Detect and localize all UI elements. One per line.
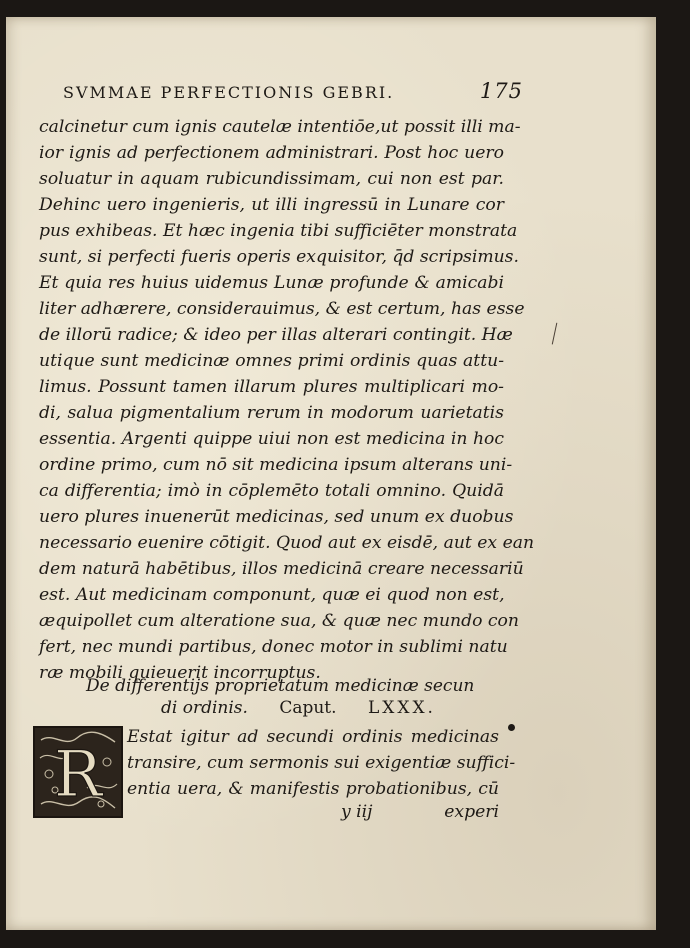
initial-letter: R: [53, 738, 103, 812]
body-line: ordine primo, cum nō sit medicina ipsum alterans uni-: [39, 455, 513, 475]
body-line: limus. Possunt tamen illarum plures multiplicari mo-: [39, 377, 504, 397]
body-line: Et quia res huius uidemus Lunæ profunde & amicabi: [39, 273, 504, 293]
body-line: fert, nec mundi partibus, donec motor in sublimi natu: [39, 637, 508, 657]
body-line: est. Aut medicinam componunt, quæ ei quod non est,: [39, 585, 505, 605]
body-line: ior ignis ad perfectionem administrari. Post hoc uero: [39, 143, 504, 163]
chapter-opening-text: [127, 724, 516, 802]
running-title: SVMMAE PERFECTIONIS GEBRI.: [63, 83, 395, 102]
body-line: utique sunt medicinæ omnes primi ordinis quas attu-: [39, 351, 504, 371]
body-line: essentia. Argenti quippe uiui non est medicina in hoc: [39, 429, 504, 449]
running-head: [63, 79, 523, 109]
page-number: 175: [479, 79, 523, 103]
body-line: liter adhærere, considerauimus, & est certum, has esse: [39, 299, 525, 319]
body-line: de illorū radice; & ideo per illas alterari contingit. Hæ: [39, 325, 513, 345]
body-text: [39, 114, 535, 686]
margin-pen-mark: [552, 323, 561, 346]
body-line: di, salua pigmentalium rerum in modorum uarietatis: [39, 403, 504, 423]
body-line: entia uera, & manifestis probationibus, cū: [127, 779, 499, 799]
body-line: necessario euenire cōtigit. Quod aut ex eisdē, aut ex ean: [39, 533, 535, 553]
book-page: [6, 17, 656, 930]
decorated-initial-letter: [33, 726, 123, 818]
body-line: Estat igitur ad secundi ordinis medicinas: [127, 727, 499, 747]
page-footer: [127, 802, 499, 828]
body-line: ræ mobili quieuerit incorruptus.: [39, 663, 321, 683]
chapter-heading: [86, 675, 475, 719]
body-line: pus exhibeas. Et hæc ingenia tibi sufficiēter monstrata: [39, 221, 518, 241]
body-line: uero plures inuenerūt medicinas, sed unum ex duobus: [39, 507, 514, 527]
body-line: soluatur in aquam rubicundissimam, cui non est par.: [39, 169, 504, 189]
margin-dot: [508, 724, 515, 731]
woodcut-initial-icon: [35, 728, 121, 816]
body-line: dem naturā habētibus, illos medicinā creare necessariū: [39, 559, 524, 579]
catchword: experi: [444, 802, 499, 822]
body-line: calcinetur cum ignis cautelæ intentiōe,ut possit illi ma-: [39, 117, 521, 137]
body-line: æquipollet cum alteratione sua, & quæ nec mundo con: [39, 611, 519, 631]
body-line: ca differentia; imò in cōplemēto totali omnino. Quidā: [39, 481, 504, 501]
chapter-heading-line-2: [86, 697, 466, 719]
body-line: Dehinc uero ingenieris, ut illi ingressū in Lunare cor: [39, 195, 504, 215]
body-line: transire, cum sermonis sui exigentiæ suffici-: [127, 753, 516, 773]
chapter-caput-label: Caput.: [279, 698, 337, 718]
chapter-heading-line: De differentijs proprietatum medicinæ secun: [86, 676, 475, 696]
chapter-number: LXXX.: [367, 698, 436, 718]
chapter-heading-text: di ordinis.: [161, 698, 248, 718]
signature-mark: y iij: [341, 802, 373, 822]
body-line: sunt, si perfecti fueris operis exquisitor, q̄d scripsimus.: [39, 247, 519, 267]
